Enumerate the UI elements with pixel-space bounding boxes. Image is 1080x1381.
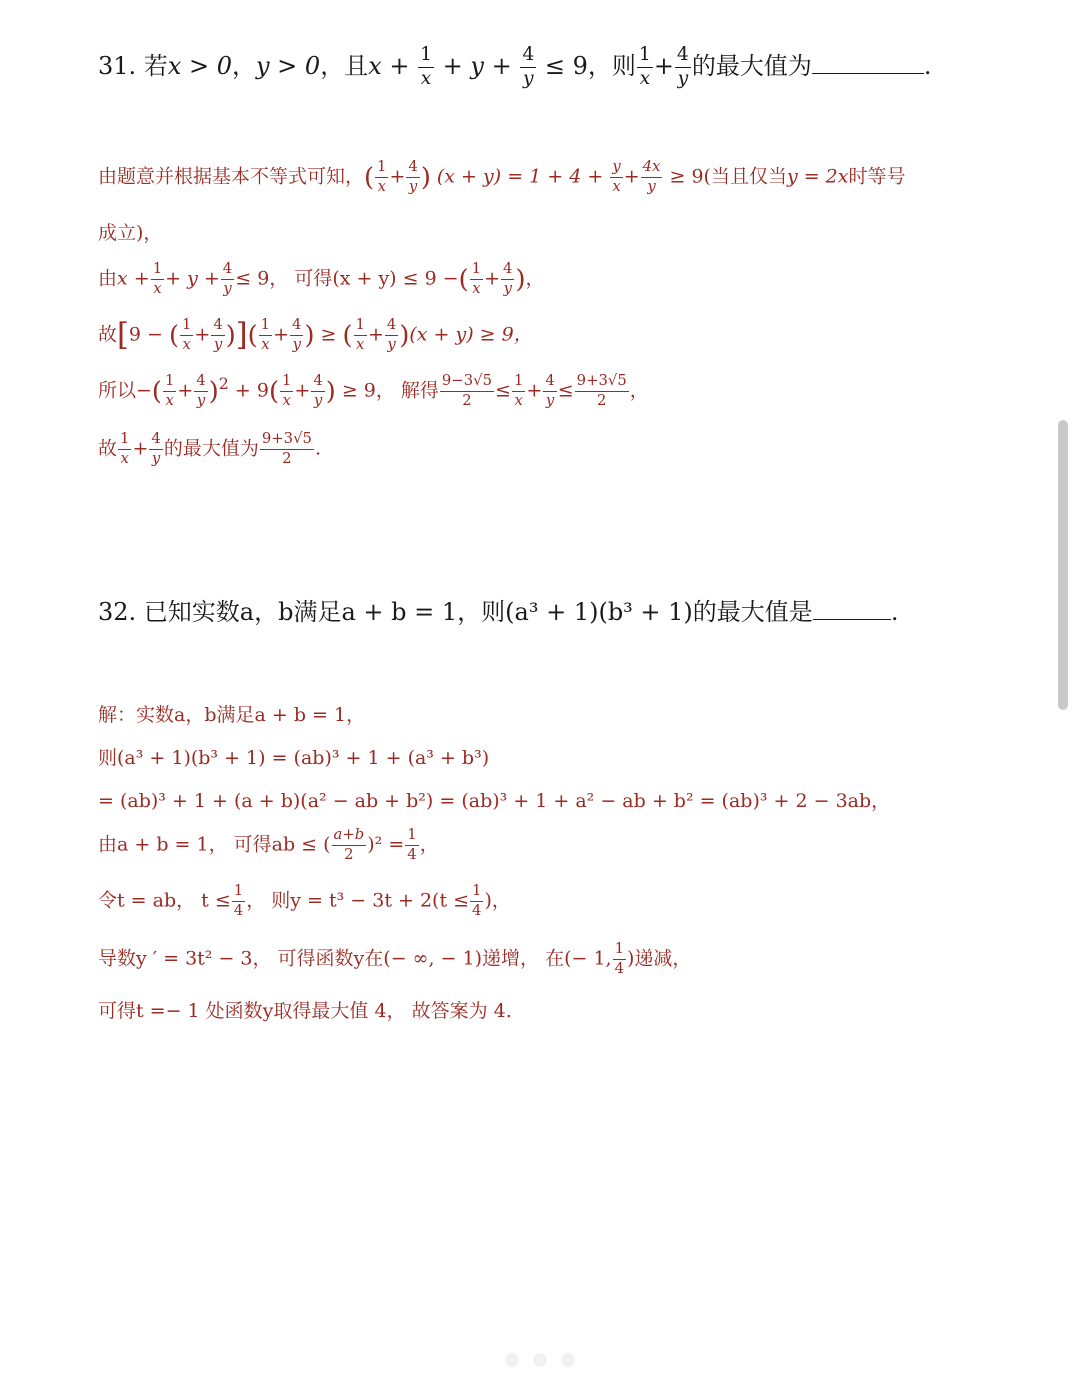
solution-32-line-1: 解：实数a，b满足a + b = 1， (98, 704, 366, 726)
math-bracket: ] (235, 318, 248, 353)
fraction-denominator: y (387, 336, 396, 353)
math-bracket: ) (515, 264, 526, 295)
math-text: . (314, 437, 321, 460)
math-text: 由题意并根据基本不等式可知， (98, 165, 365, 188)
fraction-denominator: y (647, 177, 656, 195)
fraction-denominator: x (182, 336, 191, 353)
fraction (613, 942, 626, 977)
fraction-numerator: 1 (118, 432, 131, 450)
fraction-numerator: 1 (354, 318, 367, 336)
fraction (501, 262, 514, 297)
fraction-numerator: 1 (180, 318, 193, 336)
math-text: 所以− (98, 379, 152, 402)
question-number: 31. (98, 52, 137, 80)
fraction-numerator: 1 (151, 262, 164, 280)
fraction-numerator: 1 (613, 942, 626, 960)
math-text: 若 (143, 52, 168, 80)
math-text: 的最大值为 (691, 52, 812, 80)
math-text: ， (419, 833, 439, 856)
fraction-denominator: x (120, 449, 129, 467)
math-text: x + (368, 52, 410, 80)
fraction-denominator: y (292, 336, 301, 353)
math-text: ， 则y = t³ − 3t + 2(t ≤ (246, 889, 470, 912)
math-text: 由a + b = 1， 可得ab ≤ ( (98, 833, 331, 856)
math-text: 故 (98, 323, 118, 346)
math-text: . (923, 52, 932, 80)
fraction (151, 262, 164, 297)
fraction-numerator: y (610, 160, 622, 178)
math-text: + y + (165, 267, 220, 290)
fraction (512, 374, 525, 409)
math-text: (x + y) = 1 + 4 + (436, 165, 604, 188)
math-text: y > 0 (255, 52, 321, 80)
fraction-numerator: 1 (418, 46, 434, 68)
math-text: )² = (367, 833, 405, 856)
fraction (354, 318, 367, 353)
fraction (311, 374, 324, 409)
fraction-numerator: 4 (543, 374, 556, 392)
fraction-denominator: 4 (472, 901, 482, 919)
math-text: ≥ (320, 323, 337, 346)
fraction-denominator: x (261, 336, 270, 353)
answer-blank (812, 72, 924, 74)
math-text: ≥ 9(当且仅当 (669, 165, 787, 188)
fraction-denominator: x (153, 279, 162, 297)
math-text: ， (231, 52, 256, 80)
fraction-denominator: y (313, 391, 323, 409)
math-text: ≤ 9， 可得(x + y) ≤ 9 − (235, 267, 459, 290)
fraction-numerator: 4 (501, 262, 514, 280)
fraction-numerator: 4 (211, 318, 224, 336)
math-text: ≤ 9，则 (544, 52, 636, 80)
fraction-numerator: 4 (675, 46, 691, 68)
fraction (641, 160, 663, 195)
fraction-numerator: 1 (470, 262, 483, 280)
page-dot[interactable] (561, 1353, 575, 1367)
fraction-numerator: 1 (637, 46, 653, 68)
fraction-numerator: 4 (520, 46, 536, 68)
fraction-numerator: 1 (405, 828, 418, 846)
math-text: ≤ (495, 379, 511, 402)
fraction-denominator: y (523, 68, 534, 89)
fraction (406, 160, 419, 195)
fraction-denominator: 4 (233, 901, 244, 919)
math-bracket: ) (304, 320, 315, 351)
fraction (260, 432, 314, 467)
math-bracket: ( (151, 376, 162, 407)
fraction (405, 828, 418, 863)
fraction (149, 432, 162, 467)
fraction-numerator: 9−3√5 (440, 374, 494, 392)
fraction-denominator: 4 (407, 845, 417, 863)
math-text: ， (629, 379, 649, 402)
fraction-numerator: a+b (332, 828, 367, 846)
fraction (470, 884, 483, 919)
math-text: 由 (98, 267, 118, 290)
math-text: x > 0 (167, 52, 232, 80)
fraction (375, 160, 388, 195)
math-bracket: ) (208, 376, 219, 407)
fraction-numerator: 1 (280, 374, 293, 392)
fraction-numerator: 1 (470, 884, 483, 902)
math-bracket: ( (364, 162, 375, 193)
page-dot[interactable] (533, 1353, 547, 1367)
solution-31-line-2: 成立)， (98, 222, 163, 244)
page-dot[interactable] (505, 1353, 519, 1367)
math-text: + y + (442, 52, 512, 80)
fraction-denominator: y (151, 449, 161, 467)
math-text: 已知实数a，b满足a + b = 1，则(a³ + 1)(b³ + 1)的最大值是 (143, 598, 813, 626)
fraction-denominator: y (213, 336, 223, 353)
fraction-denominator: 2 (282, 449, 292, 467)
fraction (575, 374, 629, 409)
question-31 (98, 46, 931, 89)
fraction (385, 318, 398, 353)
math-bracket: ( (342, 320, 353, 351)
fraction (637, 46, 653, 88)
math-text: 2 (218, 374, 229, 393)
fraction-denominator: x (165, 391, 174, 409)
math-bracket: ) (399, 320, 410, 351)
fraction (194, 374, 207, 409)
fraction-numerator: 1 (512, 374, 525, 392)
math-bracket: ) (225, 320, 236, 351)
fraction-numerator: 9+3√5 (575, 374, 629, 392)
solution-32-line-2: 则(a³ + 1)(b³ + 1) = (ab)³ + 1 + (a³ + b³) (98, 747, 490, 769)
solution-32-line-5 (98, 884, 511, 919)
math-text: ， (525, 267, 545, 290)
fraction-denominator: 4 (614, 959, 625, 977)
fraction-numerator: 4 (221, 262, 234, 280)
fraction (675, 46, 691, 88)
math-bracket: ( (268, 376, 279, 407)
fraction-numerator: 4 (311, 374, 324, 392)
solution-31-line-3: 由x + $\frac{1}{x}$ + y + $\frac{4}{y}$ ≤ 9， 可得(x + y) ≤ 9 −( $\frac{1}{x}$ + $\frac{4}{y}$ )， (98, 260, 545, 297)
math-text: + 9 (234, 379, 269, 402)
math-text: 的最大值为 (163, 437, 259, 460)
math-text: + (653, 52, 674, 80)
fraction-numerator: 4 (290, 318, 303, 336)
fraction-denominator: x (639, 68, 651, 89)
fraction-denominator: y (677, 68, 689, 89)
fraction-denominator: 2 (344, 845, 354, 863)
fraction (118, 432, 131, 467)
fraction-denominator: 2 (462, 391, 472, 409)
fraction (290, 318, 303, 353)
fraction (470, 262, 483, 297)
solution-32-line-4 (98, 828, 439, 863)
solution-31-line-6: 故 $\frac{1}{x}$ + $\frac{4}{y}$ 的最大值为 $\frac{9+3√5}{2}$ . (98, 430, 321, 467)
math-text: 令t = ab， t ≤ (98, 889, 231, 912)
math-text: ≤ (557, 379, 574, 402)
fraction (163, 374, 176, 409)
math-text: (x + y) ≥ 9， (409, 323, 533, 346)
solution-31-line-4: 故[9 − ( $\frac{1}{x}$ + $\frac{4}{y}$ )]( $\frac{1}{x}$ + $\frac{4}{y}$ ) ≥ ( $\frac{1}{x}$ + $\frac{4}{y}$ )(x + y) ≥ 9， (98, 316, 533, 353)
fraction-denominator: x (472, 279, 481, 297)
solution-32-line-3: = (ab)³ + 1 + (a + b)(a² − ab + b²) = (ab)³ + 1 + a² − ab + b² = (ab)³ + 2 − 3ab， (98, 790, 891, 812)
fraction-denominator: y (196, 391, 206, 409)
math-bracket: ) (325, 376, 336, 407)
fraction (543, 374, 556, 409)
fraction-numerator: 1 (232, 884, 245, 902)
solution-32-line-7: 可得t =− 1 处函数y取得最大值 4， 故答案为 4. (98, 1000, 512, 1022)
fraction-denominator: 2 (597, 391, 607, 409)
math-bracket: ( (458, 264, 469, 295)
fraction-denominator: y (223, 279, 232, 297)
fraction (280, 374, 293, 409)
fraction-denominator: x (377, 177, 386, 195)
fraction-numerator: 4x (641, 160, 663, 178)
fraction-denominator: x (356, 336, 365, 353)
fraction-numerator: 9+3√5 (260, 432, 314, 450)
fraction (440, 374, 494, 409)
fraction-denominator: x (612, 177, 621, 195)
math-text: 时等号 (848, 165, 906, 188)
math-text: ，且 (320, 52, 369, 80)
math-bracket: ( (168, 320, 179, 351)
fraction (332, 828, 367, 863)
solution-31-line-1: 由题意并根据基本不等式可知，( $\frac{1}{x}$ + $\frac{4}{y}$ ) (x + y) = 1 + 4 + $\frac{y}{x}$ + $\frac{4x}{y}$ ≥ 9(当且仅当y = 2x时等号 (98, 158, 906, 195)
fraction-numerator: 1 (375, 160, 388, 178)
fraction-numerator: 4 (194, 374, 207, 392)
fraction-denominator: x (420, 68, 432, 89)
fraction-denominator: x (282, 391, 291, 409)
question-number: 32. (98, 598, 137, 626)
solution-32-line-6 (98, 942, 691, 977)
fraction (180, 318, 193, 353)
math-text: y = 2x (786, 165, 849, 188)
fraction (610, 160, 622, 195)
fraction-numerator: 4 (149, 432, 162, 450)
vertical-scrollbar[interactable] (1058, 420, 1068, 710)
fraction-numerator: 1 (163, 374, 176, 392)
fraction-numerator: 4 (406, 160, 419, 178)
math-text: 故 (98, 437, 118, 460)
fraction (520, 46, 536, 88)
math-text: )递减， (627, 947, 692, 970)
math-text: 导数y ′ = 3t² − 3， 可得函数y在(− ∞, − 1)递增， 在(− 1, (98, 947, 612, 970)
page-indicator (480, 1350, 600, 1370)
math-bracket: ( (247, 320, 258, 351)
math-text: x + (117, 267, 150, 290)
math-bracket: ) (420, 162, 431, 193)
question-32 (98, 592, 898, 627)
math-text: ≥ 9， 解得 (341, 379, 439, 402)
math-bracket: [ (117, 318, 129, 353)
fraction-numerator: 4 (385, 318, 398, 336)
fraction (259, 318, 272, 353)
math-text: . (890, 598, 899, 626)
fraction (232, 884, 245, 919)
math-text: )， (484, 889, 511, 912)
solution-31-line-5: 所以−( $\frac{1}{x}$ + $\frac{4}{y}$ )$^2$ + 9( $\frac{1}{x}$ + $\frac{4}{y}$ ) ≥ 9， 解得 $\frac{9-3√5}{2}$ ≤ $\frac{1}{x}$ + $\frac{4}{y}$ ≤ $\frac{9+3√5}{2}$ ， (98, 372, 649, 409)
fraction (418, 46, 434, 88)
fraction (221, 262, 234, 297)
answer-blank (813, 618, 891, 620)
fraction-numerator: 1 (259, 318, 272, 336)
fraction (211, 318, 224, 353)
fraction-denominator: y (503, 279, 512, 297)
fraction-denominator: y (545, 391, 555, 409)
fraction-denominator: y (408, 177, 418, 195)
fraction-denominator: x (514, 391, 523, 409)
